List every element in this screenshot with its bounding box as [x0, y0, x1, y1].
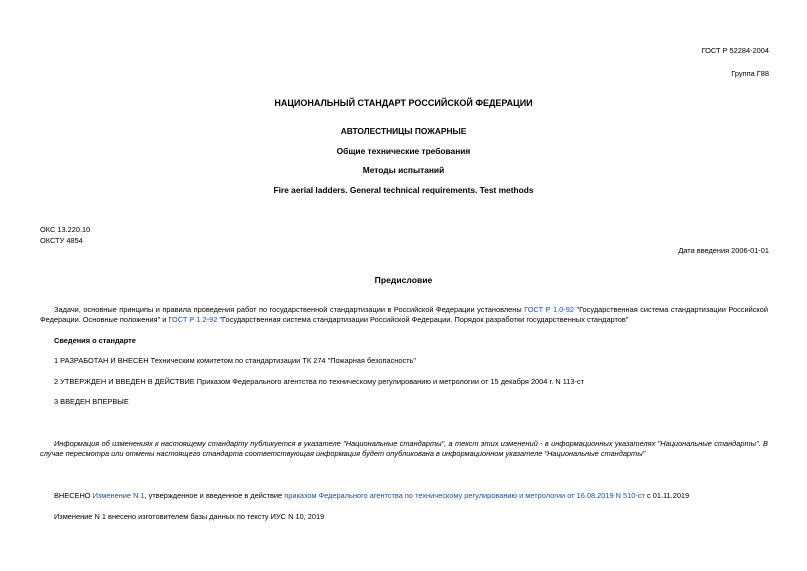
foreword-text-3: "Государственная система стандартизации Российской Федерации. Порядок разработки государственных стандартов"	[217, 314, 629, 324]
subtitle-requirements: Общие технические требования	[336, 146, 471, 156]
amendment-line	[54, 491, 689, 501]
gost-1-0-92-link[interactable]: ГОСТ Р 1.0-92	[524, 305, 574, 314]
amendment-source-note: Изменение N 1 внесено изготовителем базы данных по тексту ИУС N 10, 2019	[54, 512, 325, 521]
group-code: Группа Г88	[731, 69, 769, 78]
amendment-prefix: ВНЕСЕНО	[54, 491, 93, 500]
oks-code: ОКС 13.220.10	[40, 225, 91, 234]
amendment-suffix: с 01.11.2019	[644, 491, 690, 500]
amendment-link[interactable]: Изменение N 1	[92, 491, 145, 500]
about-item-2: 2 УТВЕРЖДЕН И ВВЕДЕН В ДЕЙСТВИЕ Приказом Федерального агентства по техническому регулированию и метрологии от 15 декабря 2004 г. N 113-ст	[54, 377, 585, 386]
foreword-text-1: Задачи, основные принципы и правила проведения работ по государственной стандартизации в Российской Федерации установлены	[54, 305, 525, 314]
english-title: Fire aerial ladders. General technical requirements. Test methods	[273, 185, 534, 195]
doc-number: ГОСТ Р 52284-2004	[701, 46, 769, 55]
order-link[interactable]: приказом Федерального агентства по техническому регулированию и метрологии от 16.08.2019 N 510-ст	[284, 491, 645, 500]
foreword-paragraph	[40, 305, 768, 325]
gost-1-2-92-link[interactable]: ГОСТ Р 1.2-92	[168, 314, 218, 324]
okstu-code: ОКСТУ 4854	[40, 236, 83, 245]
foreword-heading: Предисловие	[374, 275, 433, 285]
document-title: АВТОЛЕСТНИЦЫ ПОЖАРНЫЕ	[340, 126, 467, 136]
standard-title: НАЦИОНАЛЬНЫЙ СТАНДАРТ РОССИЙСКОЙ ФЕДЕРАЦИИ	[274, 98, 533, 108]
amendment-mid: , утвержденное и введенное в действие	[144, 491, 285, 500]
about-standard-heading: Сведения о стандарте	[54, 336, 136, 345]
introduction-date: Дата введения 2006-01-01	[678, 246, 769, 255]
change-info-note: Информация об изменениях к настоящему стандарту публикуется в указателе "Национальные стандарты", а текст этих изменений - в информационных указателях "Национальные стандарты". В случае пересмотра или отмены настоящего стандарта соответствующая информация будет опубликована в информационном указателе "Национальные стандарты"	[40, 439, 768, 458]
foreword-text-2: "Государственная система стандартизации Российской Федерации. Основные положения" и	[40, 305, 768, 324]
subtitle-methods: Методы испытаний	[362, 165, 445, 175]
about-item-1: 1 РАЗРАБОТАН И ВНЕСЕН Техническим комитетом по стандартизации ТК 274 "Пожарная безопасность"	[54, 356, 417, 365]
about-item-3: 3 ВВЕДЕН ВПЕРВЫЕ	[54, 397, 129, 406]
